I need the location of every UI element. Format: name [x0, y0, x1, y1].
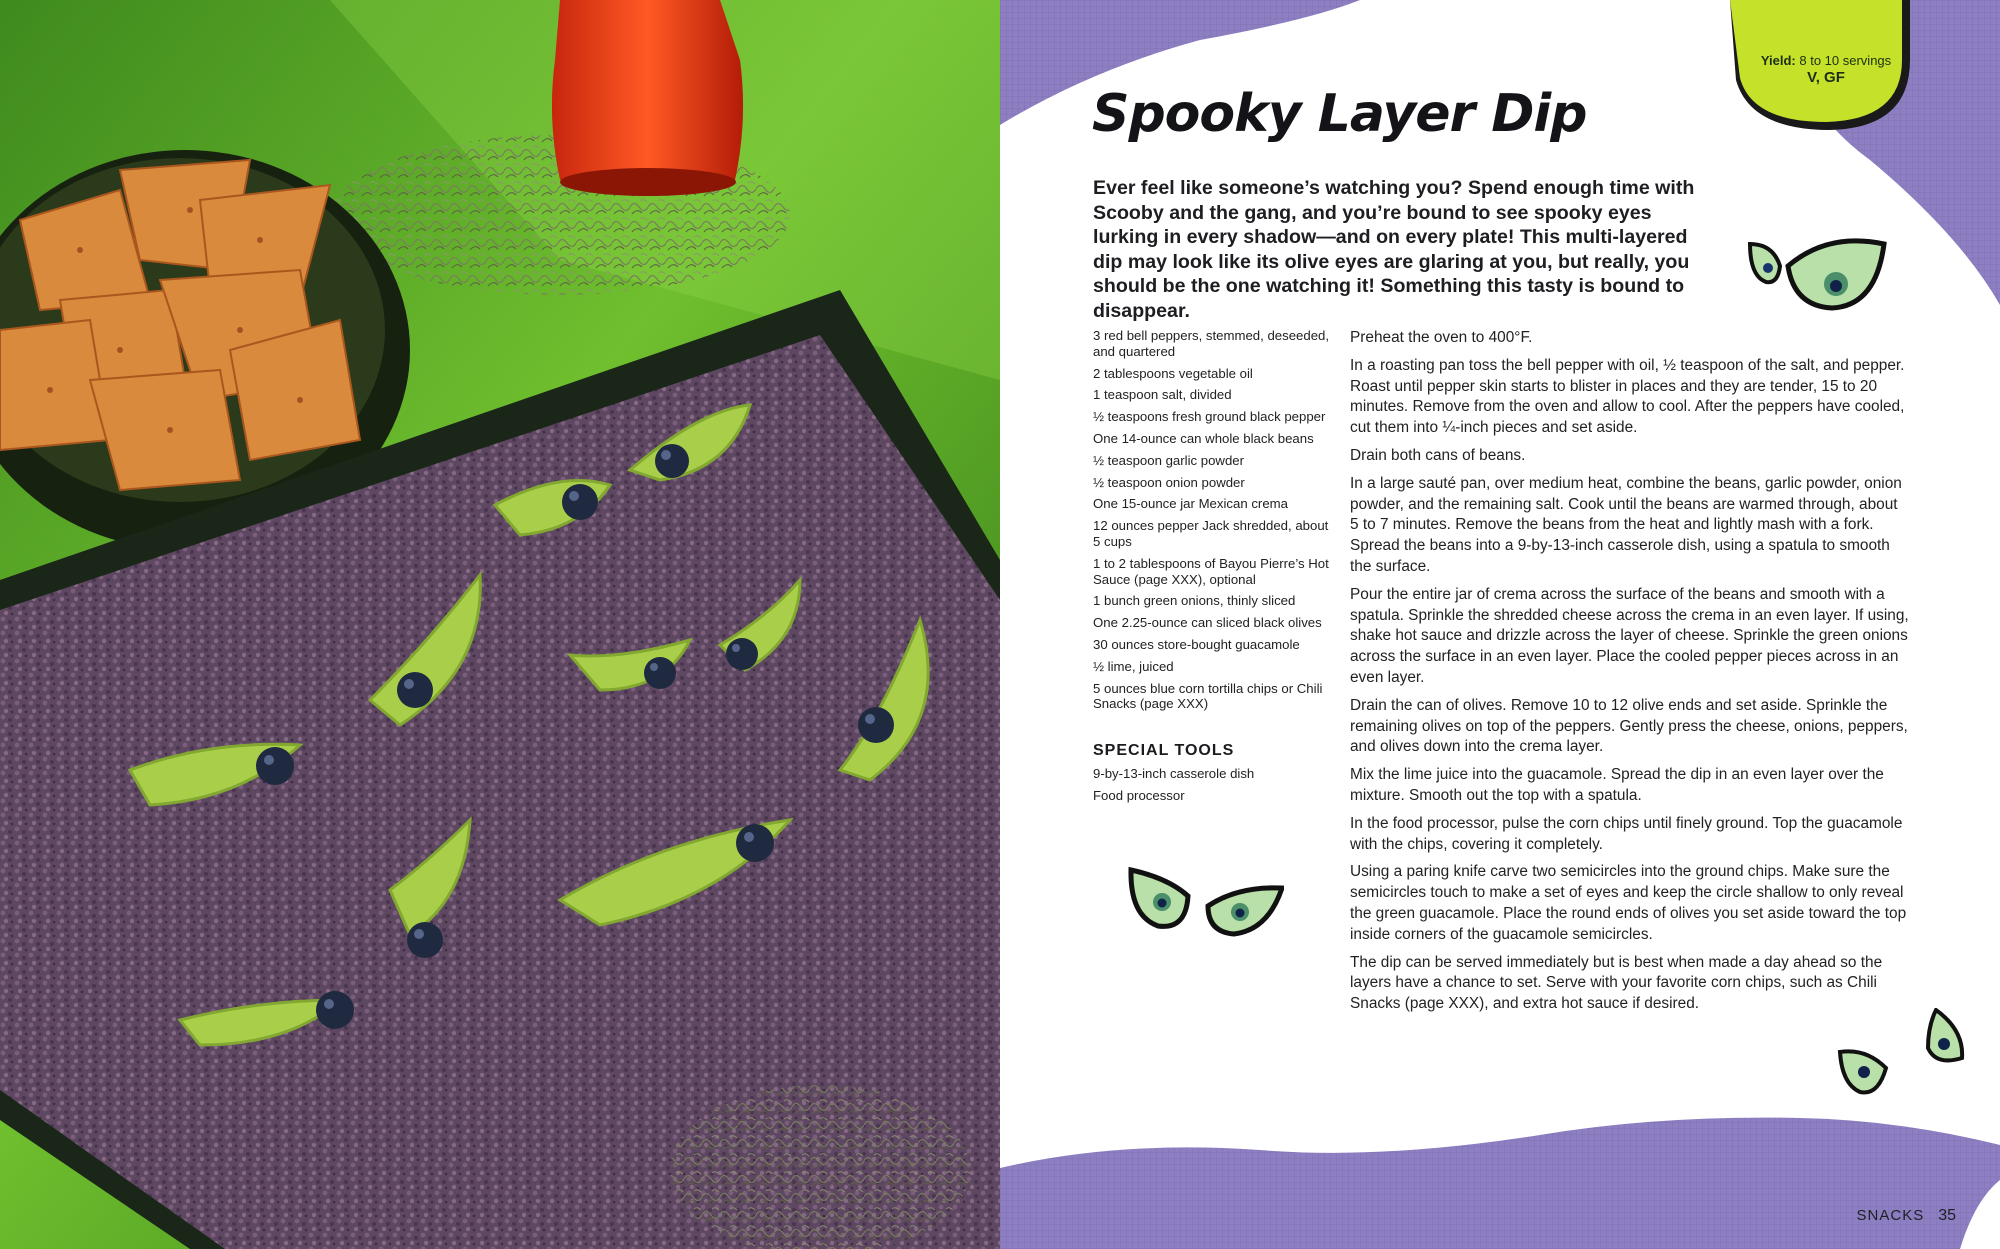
yield-info	[1744, 52, 1908, 86]
instruction-step: Drain the can of olives. Remove 10 to 12 olive ends and set aside. Sprinkle the remaining olives on top of the peppers. Gently press the cheese, onions, peppers, and olives down into the crema layer.	[1350, 696, 1908, 756]
ingredient-item: ½ teaspoons fresh ground black pepper	[1093, 409, 1326, 425]
recipe-intro: Ever feel like someone’s watching you? Spend enough time with Scooby and the gang, and you’re bound to see spooky eyes lurking in every shadow—and on every plate! This multi-layered dip may look like its olive eyes are glaring at you, but really, you should be the one watching it! Something this tasty is bound to disappear.	[1093, 177, 1695, 322]
ingredient-item: 1 bunch green onions, thinly sliced	[1093, 593, 1296, 609]
instruction-step: Using a paring knife carve two semicircles into the ground chips. Make sure the semicircles touch to make a set of eyes and keep the circle shallow to only reveal the green guacamole. Place the round ends of olives you set aside toward the top inside corners of the guacamole semicircles.	[1350, 863, 1907, 943]
yield-label: Yield:	[1760, 53, 1796, 68]
page-footer	[1857, 1207, 1956, 1225]
instruction-step: In the food processor, pulse the corn chips until finely ground. Top the guacamole with the chips, covering it completely.	[1350, 814, 1903, 853]
ingredient-item: One 14-ounce can whole black beans	[1093, 430, 1314, 446]
special-tools-list	[1093, 766, 1333, 810]
instruction-step: The dip can be served immediately but is best when made a day ahead so the layers have a chance to set. Serve with your favorite corn chips, such as Chili Snacks (page XXX), and extra hot sauce if desired.	[1350, 953, 1883, 1013]
ingredient-item: ½ teaspoon garlic powder	[1093, 452, 1245, 468]
instruction-step: In a large sauté pan, over medium heat, combine the beans, garlic powder, onion powder, and the remaining salt. Cook until the beans are warmed through, about 5 to 7 minutes. Remove the beans from the heat and lightly mash with a fork. Spread the beans into a 9-by-13-inch casserole dish, using a spatula to smooth the surface.	[1350, 474, 1902, 575]
ingredient-item: One 2.25-ounce can sliced black olives	[1093, 615, 1322, 631]
instruction-step: Preheat the oven to 400°F.	[1350, 329, 1533, 346]
instruction-step: Mix the lime juice into the guacamole. Spread the dip in an even layer over the mixture. Smooth out the top with a spatula.	[1350, 766, 1884, 804]
recipe-page	[1000, 0, 2000, 1249]
ingredient-item: ½ teaspoon onion powder	[1093, 474, 1245, 490]
special-tools-heading: SPECIAL TOOLS	[1093, 742, 1235, 759]
section-name: SNACKS	[1856, 1207, 1925, 1224]
ingredient-item: 1 teaspoon salt, divided	[1093, 387, 1232, 403]
instructions	[1350, 328, 1910, 1022]
ingredient-item: 12 ounces pepper Jack shredded, about 5 cups	[1093, 518, 1329, 549]
spooky-eyes-icon	[1748, 236, 1888, 314]
ingredient-item: ½ lime, juiced	[1093, 658, 1174, 674]
page-number: 35	[1938, 1207, 1956, 1224]
ingredient-item: 3 red bell peppers, stemmed, deseeded, and quartered	[1093, 328, 1330, 359]
spooky-eyes-icon	[1128, 866, 1284, 938]
ingredient-item: 1 to 2 tablespoons of Bayou Pierre’s Hot Sauce (page XXX), optional	[1093, 555, 1329, 587]
ingredient-list	[1093, 328, 1339, 718]
ingredient-item: 5 ounces blue corn tortilla chips or Chili Snacks (page XXX)	[1093, 680, 1323, 712]
instruction-step: Drain both cans of beans.	[1350, 446, 1526, 464]
ingredient-item: 2 tablespoons vegetable oil	[1093, 365, 1253, 381]
yield-value: 8 to 10 servings	[1799, 53, 1892, 68]
hot-sauce-bottle	[552, 0, 743, 196]
ingredient-item: One 15-ounce jar Mexican crema	[1093, 496, 1288, 512]
tool-item: 9-by-13-inch casserole dish	[1093, 766, 1255, 781]
diet-tags: V, GF	[1807, 69, 1845, 86]
recipe-title: Spooky Layer Dip	[1092, 84, 1587, 144]
spooky-eyes-icon	[1836, 1008, 1972, 1098]
ingredient-item: 30 ounces store-bought guacamole	[1093, 636, 1300, 652]
tool-item: Food processor	[1093, 787, 1185, 803]
instruction-step: Pour the entire jar of crema across the surface of the beans and smooth with a spatula. Sprinkle the shredded cheese across the crema in an even layer. If using, shake hot sauce and drizzle across the layer of cheese. Sprinkle the green onions across the surface in an even layer. Place the cooled pepper pieces across in an even layer.	[1350, 585, 1909, 686]
instruction-step: In a roasting pan toss the bell pepper with oil, ½ teaspoon of the salt, and pepper. Roast until pepper skin starts to blister in places and they are tender, 15 to 20 minutes. Remove from the oven and allow to cool. After the peppers have cooled, cut them into ¼-inch pieces and set aside.	[1350, 356, 1905, 437]
